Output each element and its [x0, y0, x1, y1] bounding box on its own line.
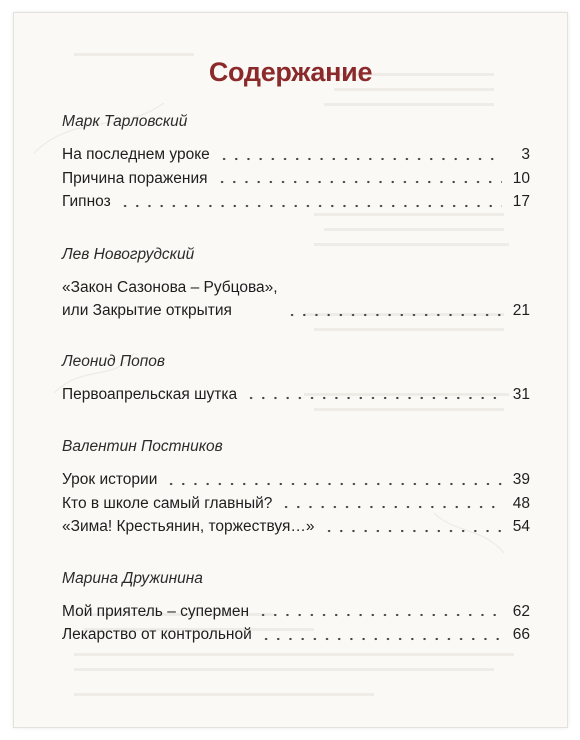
- entry-title: Кто в школе самый главный?: [62, 494, 273, 512]
- page-number: 21: [512, 302, 530, 319]
- page-number: 62: [512, 602, 530, 620]
- dot-leader: [280, 505, 502, 509]
- book-page: [13, 12, 568, 728]
- page-number: 31: [512, 385, 530, 403]
- author-name: Марк Тарловский: [62, 113, 188, 130]
- entry-title: Лекарство от контрольной: [62, 626, 252, 643]
- page-number: 3: [521, 146, 530, 163]
- entry-title-line: или Закрытие открытия: [62, 302, 232, 319]
- toc-section-postnikov: [62, 436, 530, 539]
- dot-leader: [119, 204, 502, 208]
- toc-entry[interactable]: [62, 167, 530, 191]
- toc-entry[interactable]: [62, 600, 530, 624]
- toc-entry[interactable]: [62, 492, 530, 516]
- page-number: 39: [512, 471, 530, 488]
- toc-section-druzhinina: [62, 568, 530, 647]
- toc-entry[interactable]: [62, 276, 530, 323]
- toc-section-novogrudsky: [62, 244, 530, 323]
- toc-entry[interactable]: [62, 468, 530, 492]
- entry-title: Причина поражения: [62, 169, 208, 187]
- table-of-contents: [62, 111, 530, 647]
- toc-entry[interactable]: [62, 623, 530, 647]
- entry-title-line: «Закон Сазонова – Рубцова»,: [62, 278, 278, 296]
- page-title: Содержание: [208, 57, 373, 87]
- dot-leader: [245, 396, 502, 400]
- page-number: 10: [512, 169, 530, 187]
- page-number: 54: [512, 518, 530, 535]
- page-number: 48: [512, 494, 530, 512]
- author-name: Марина Дружинина: [62, 569, 203, 587]
- entry-title: На последнем уроке: [62, 146, 210, 163]
- author-name: Валентин Постников: [62, 438, 223, 455]
- toc-section-tarlovsky: [62, 111, 530, 214]
- toc-entry[interactable]: [62, 190, 530, 214]
- page-number: 17: [512, 193, 530, 210]
- author-name: Леонид Попов: [62, 352, 165, 370]
- page-number: 66: [512, 626, 530, 643]
- entry-title: «Зима! Крестьянин, торжествуя…»: [62, 518, 315, 535]
- dot-leader: [216, 180, 503, 184]
- toc-entry[interactable]: [62, 515, 530, 539]
- toc-entry[interactable]: [62, 143, 530, 167]
- dot-leader: [218, 157, 502, 161]
- entry-title: Первоапрельская шутка: [62, 385, 238, 403]
- dot-leader: [286, 313, 502, 317]
- dot-leader: [323, 529, 503, 533]
- dot-leader: [165, 482, 502, 486]
- entry-title: Урок истории: [62, 471, 158, 488]
- entry-title: [62, 276, 278, 323]
- toc-section-popov: [62, 351, 530, 407]
- entry-title: Гипноз: [62, 193, 111, 210]
- author-name: Лев Новогрудский: [62, 245, 195, 263]
- dot-leader: [257, 613, 502, 617]
- dot-leader: [260, 637, 502, 641]
- entry-title: Мой приятель – супермен: [62, 602, 250, 620]
- toc-entry[interactable]: [62, 383, 530, 407]
